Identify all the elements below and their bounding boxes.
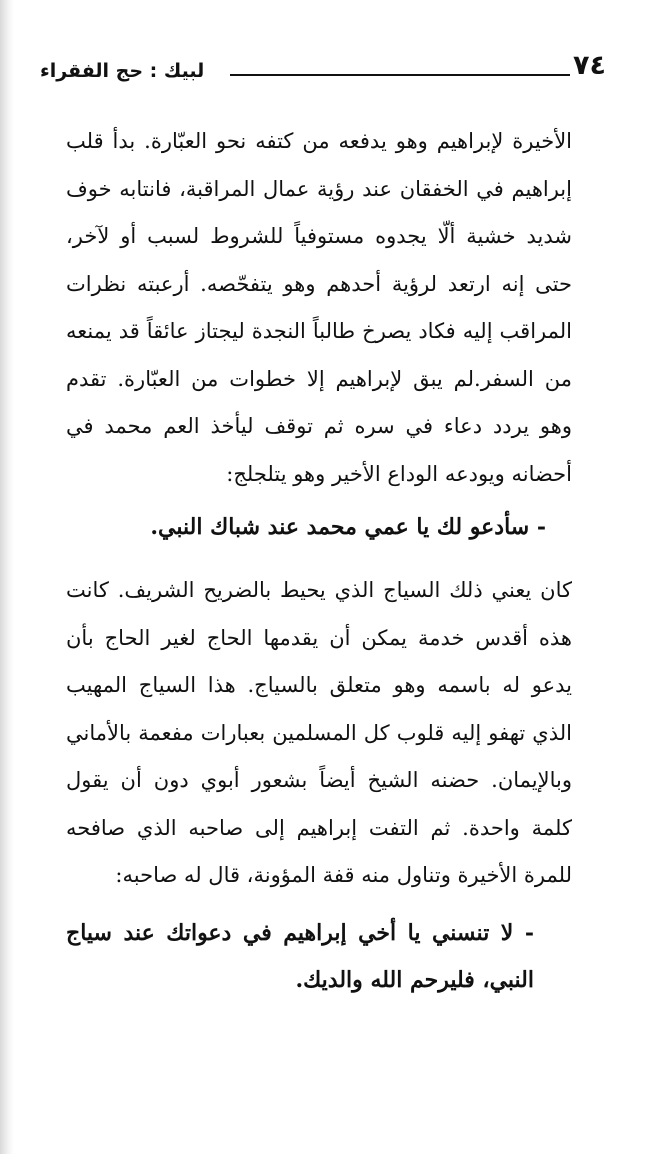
page-number: ٧٤ [573, 50, 606, 81]
paragraph-2: كان يعني ذلك السياج الذي يحيط بالضريح الشريف. كانت هذه أقدس خدمة يمكن أن يقدمها الحاج لغير الحاج بأن يدعو له باسمه وهو متعلق بالسياج. هذا السياج المهيب الذي تهفو إليه قلوب كل المسلمين بعبارات مفعمة بالأماني وبالإيمان. حضنه الشيخ أيضاً بشعور أبوي دون أن يقول كلمة واحدة. ثم التفت إبراهيم إلى صاحبه الذي صافحه للمرة الأخيرة وتناول منه قفة المؤونة، قال له صاحبه: [66, 578, 572, 887]
page-body [66, 118, 572, 1004]
header-rule [230, 74, 570, 76]
running-title: لبيك : حج الفقراء [40, 60, 205, 82]
dialogue-line-2: - لا تنسني يا أخي إبراهيم في دعواتك عند سياج النبي، فليرحم الله والديك. [66, 919, 534, 993]
page-header [40, 50, 606, 100]
page-binding-shadow [0, 0, 14, 1154]
paragraph-1: الأخيرة لإبراهيم وهو يدفعه من كتفه نحو العبّارة. بدأ قلب إبراهيم في الخفقان عند رؤية عمال المراقبة، فانتابه خوف شديد خشية ألّا يجدوه مستوفياً للشروط لسبب أو لآخر، حتى إنه ارتعد لرؤية أحدهم وهو يتفحّصه. أرعبته نظرات المراقب إليه فكاد يصرخ طالباً النجدة ليجتاز عائقاً قد يمنعه من السفر.لم يبق لإبراهيم إلا خطوات من العبّارة. تقدم وهو يردد دعاء في سره ثم توقف ليأخذ العم محمد في أحضانه ويودعه الوداع الأخير وهو يتلجلج: [66, 129, 572, 486]
dialogue-line-1: - سأدعو لك يا عمي محمد عند شباك النبي. [150, 514, 546, 540]
